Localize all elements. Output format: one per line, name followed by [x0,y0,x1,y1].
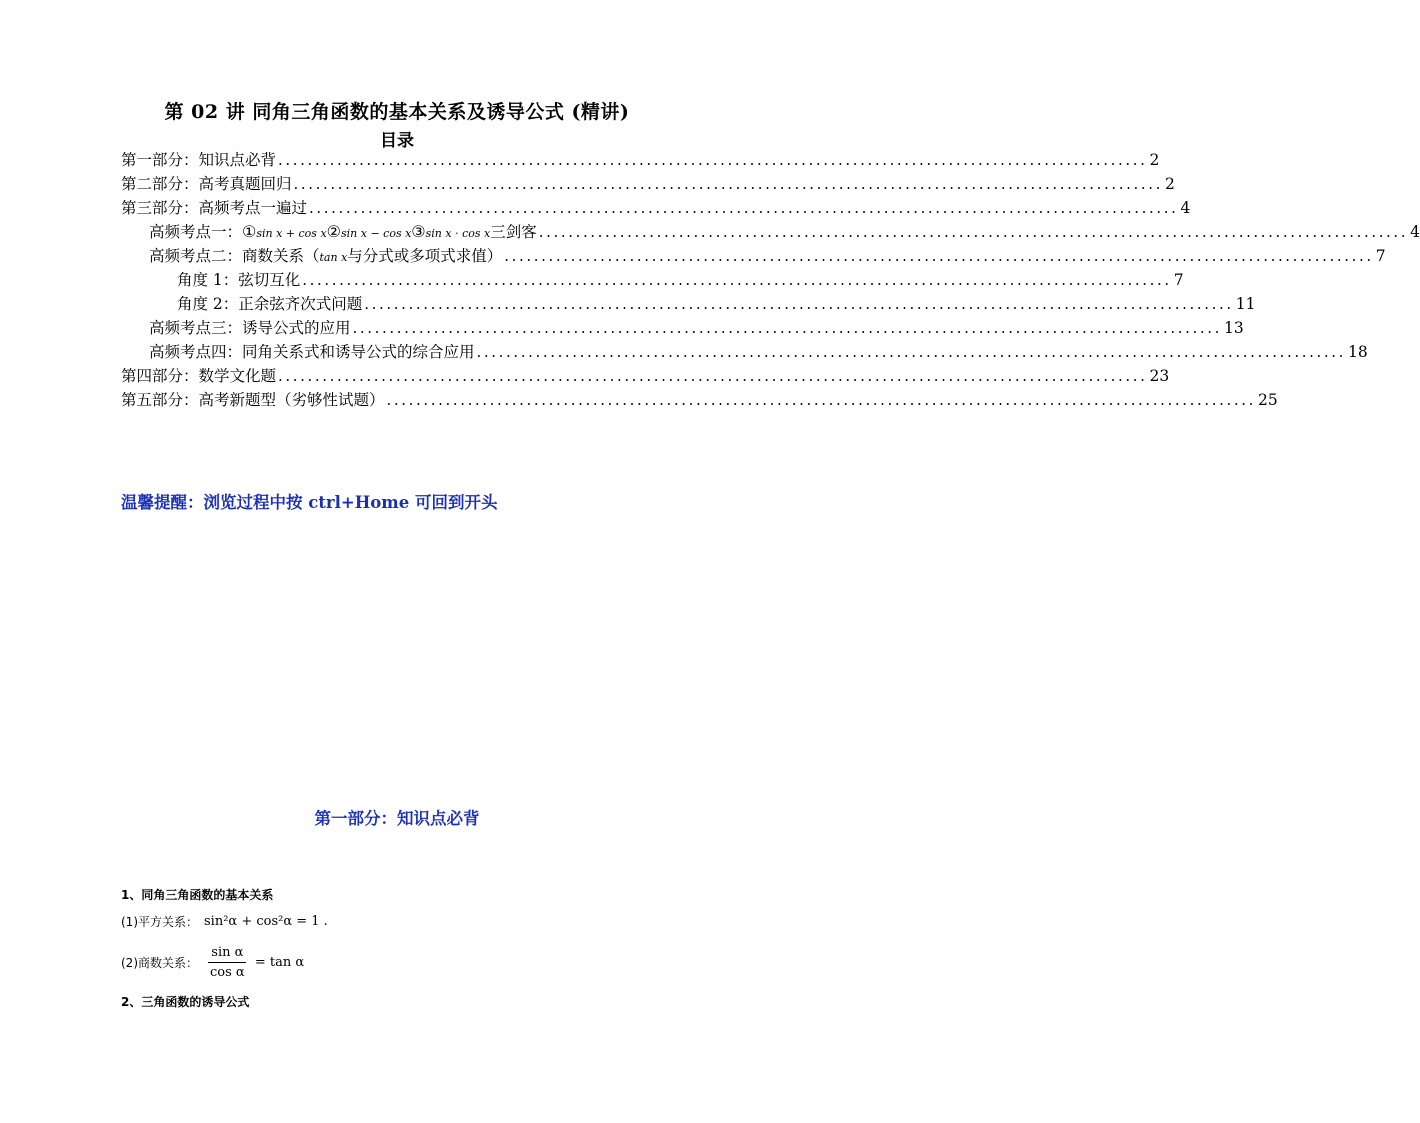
toc-entry-label: 第一部分：知识点必背 [121,151,277,169]
toc-page-number: 2 [1149,151,1160,169]
toc-entry-label: 第五部分：高考新题型（劣够性试题） [121,391,385,409]
toc-entry-prefix: 高频考点二：商数关系（ [149,247,320,265]
fraction-denominator: cos α [210,965,245,980]
formula-label: (2)商数关系： [121,956,198,970]
toc-entry[interactable] [121,148,1160,172]
fraction-numerator: sin α [208,945,246,963]
toc-page-number: 4 [1410,223,1420,241]
toc-entry[interactable] [149,340,1368,364]
formula-line-quotient-relation [121,945,304,980]
math-expression: sin x + cos x [256,227,327,240]
toc-entry[interactable] [177,292,1256,316]
toc-page-number: 13 [1223,319,1244,337]
toc-leader: ...................................................................................................................... [278,367,1148,385]
toc-entry-label: 第三部分：高频考点一遍过 [121,199,308,217]
toc-entry[interactable] [149,220,1420,244]
toc-entry-prefix: 高频考点一： [149,223,243,241]
toc-leader: ...................................................................................................................... [309,199,1179,217]
toc-entry-label: 角度 2：正余弦齐次式问题 [177,295,363,313]
toc-entry-label: 高频考点四：同角关系式和诱导公式的综合应用 [149,343,475,361]
subsection-heading: 1、同角三角函数的基本关系 [121,888,274,902]
circled-number: ② [326,222,341,241]
formula-rhs: = tan α [254,955,305,970]
toc-entry-label: 角度 1：弦切互化 [177,271,301,289]
formula-line-square-relation [121,913,328,930]
toc-page-number: 25 [1257,391,1278,409]
toc-leader: ...................................................................................................................... [504,247,1374,265]
toc-leader: ...................................................................................................................... [293,175,1163,193]
toc-leader: ...................................................................................................................... [538,223,1409,241]
toc-entry[interactable] [177,268,1184,292]
toc-page-number: 7 [1375,247,1386,265]
toc-entry-label [149,220,537,242]
toc-page-number: 23 [1149,367,1170,385]
navigation-tip: 温馨提醒：浏览过程中按 ctrl+Home 可回到开头 [121,493,498,512]
formula-label: (1)平方关系： [121,915,198,929]
toc-entry-label [149,244,502,266]
toc-entry[interactable] [149,244,1386,268]
circled-number: ③ [411,222,426,241]
math-expression: sin x · cos x [425,227,491,240]
toc-page-number: 4 [1180,199,1191,217]
toc-entry[interactable] [121,172,1175,196]
formula: sin²α + cos²α = 1 . [204,914,328,929]
subsection-heading: 2、三角函数的诱导公式 [121,995,250,1009]
math-expression: tan x [319,251,348,264]
toc-leader: ...................................................................................................................... [476,343,1346,361]
circled-number: ① [242,222,257,241]
toc-entry-label: 第四部分：数学文化题 [121,367,277,385]
toc-leader: ...................................................................................................................... [364,295,1234,313]
toc-leader: ...................................................................................................................... [278,151,1148,169]
document-title: 第 02 讲 同角三角函数的基本关系及诱导公式 (精讲) [164,101,630,123]
toc-page-number: 7 [1173,271,1184,289]
toc-entry-label: 高频考点三：诱导公式的应用 [149,319,351,337]
toc-leader: ...................................................................................................................... [386,391,1256,409]
toc-entry[interactable] [121,364,1170,388]
toc-entry[interactable] [121,196,1191,220]
toc-entry[interactable] [149,316,1244,340]
toc-heading: 目录 [380,131,414,151]
toc-entry-label: 第二部分：高考真题回归 [121,175,292,193]
section-heading: 第一部分：知识点必背 [314,809,480,828]
toc-entry-suffix: 三剑客 [490,223,537,241]
toc-leader: ...................................................................................................................... [302,271,1172,289]
toc-page-number: 18 [1347,343,1368,361]
math-expression: sin x − cos x [341,227,412,240]
toc-entry-suffix: 与分式或多项式求值） [347,247,503,265]
fraction [207,945,248,980]
toc-page-number: 11 [1235,295,1256,313]
formula [204,945,304,980]
toc-entry[interactable] [121,388,1278,412]
toc-page-number: 2 [1164,175,1175,193]
toc-leader: ...................................................................................................................... [352,319,1222,337]
